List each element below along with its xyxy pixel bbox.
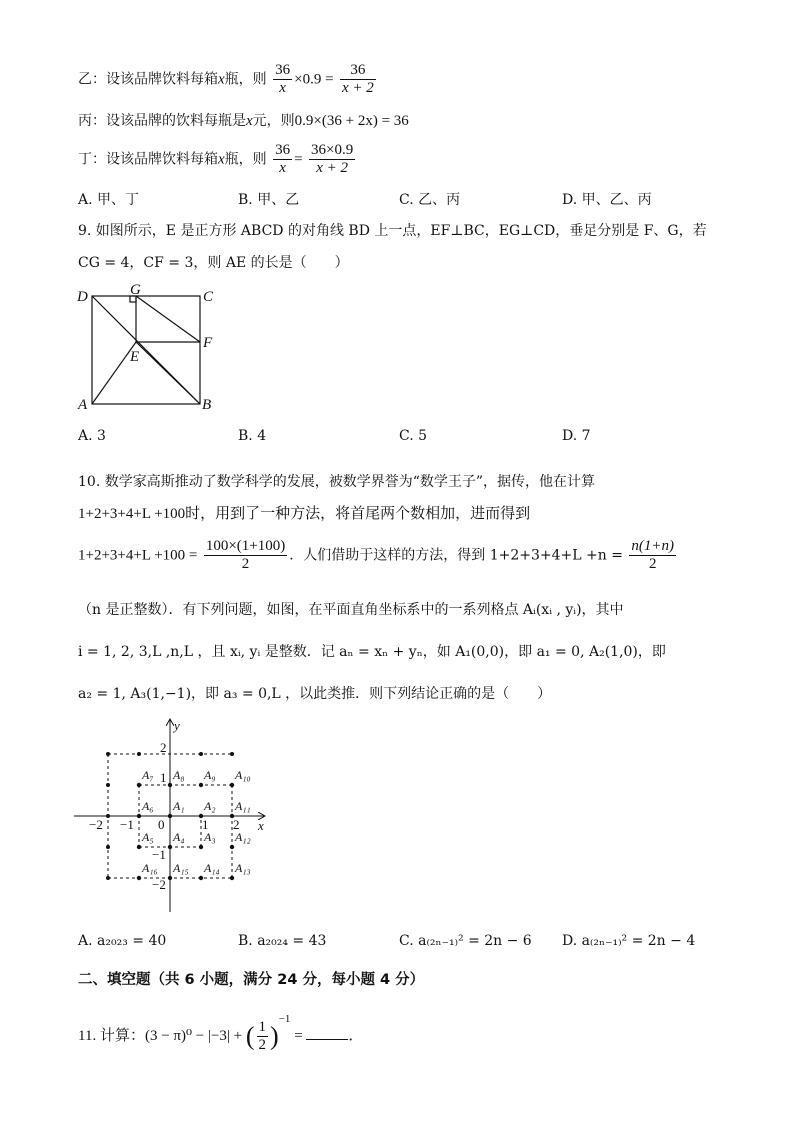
q8-bing-text: 丙：设该品牌的饮料每瓶是 bbox=[78, 113, 246, 129]
q10-fraction-1: $\frac{100\times(1+100)}{2}$ bbox=[205, 538, 286, 572]
q8-ding-line bbox=[78, 142, 357, 177]
point-label-a1: A₁ bbox=[173, 799, 185, 813]
q9-option-d: D. 7 bbox=[562, 428, 591, 444]
q8-bing-var: x bbox=[246, 113, 253, 129]
point-a13 bbox=[230, 876, 234, 880]
q8-ding-text: 丁：设该品牌饮料每箱 bbox=[78, 151, 218, 168]
point-a7 bbox=[137, 783, 141, 787]
q10-stem-line-5: i = 1, 2, 3,L ,n,L ，且 xᵢ, yᵢ 是整数．记 aₙ = xₙ + yₙ，如 A₁(0,0)，即 a₁ = 0, A₂(1,0)，即 bbox=[78, 644, 666, 660]
point-a3 bbox=[199, 845, 203, 849]
q8-yi-unit: 瓶，则 bbox=[224, 71, 267, 88]
q11-exponent: −1 bbox=[278, 1013, 291, 1025]
point-label-a9: A₉ bbox=[204, 768, 216, 782]
point-a1 bbox=[168, 814, 172, 818]
q11-line: 11. 计算：(3 − π)⁰ − |−3| + ( $\frac{1}{2}$ )$^{-1}$ = ． bbox=[78, 1013, 364, 1054]
label-e: E bbox=[130, 349, 140, 365]
point-a5 bbox=[137, 845, 141, 849]
q11-pre: 11. 计算：(3 − π)⁰ − |−3| + bbox=[78, 1028, 243, 1044]
label-g: G bbox=[130, 282, 141, 298]
lattice-dot bbox=[137, 752, 141, 756]
y-tick-minus-2: −2 bbox=[152, 877, 166, 892]
point-a12 bbox=[230, 845, 234, 849]
q10-option-d: D. a₍₂ₙ₋₁₎² = 2n − 4 bbox=[562, 933, 696, 949]
point-label-a3: A₃ bbox=[204, 830, 216, 844]
q9-stem-line-1: 9. 如图所示，E 是正方形 ABCD 的对角线 BD 上一点，EF⊥BC，EG⊥CD，垂足分别是 F、G，若 bbox=[78, 223, 707, 239]
q8-bing-line bbox=[78, 110, 409, 130]
q11-answer-blank[interactable] bbox=[306, 1025, 348, 1040]
label-b: B bbox=[202, 397, 212, 412]
y-tick-2: 2 bbox=[160, 740, 167, 755]
point-label-a16: A₁₆ bbox=[142, 861, 158, 875]
point-a6 bbox=[137, 814, 141, 818]
point-a16 bbox=[137, 876, 141, 880]
point-label-a6: A₆ bbox=[142, 799, 154, 813]
lattice-dot bbox=[230, 752, 234, 756]
label-f: F bbox=[203, 335, 213, 351]
q8-yi-fraction-2: $\frac{36}{x + 2}$ bbox=[342, 62, 374, 96]
q10-option-c: C. a₍₂ₙ₋₁₎² = 2n − 6 bbox=[399, 933, 532, 949]
q10-lattice-figure bbox=[72, 716, 272, 916]
point-a9 bbox=[199, 783, 203, 787]
segment-gf bbox=[136, 296, 200, 342]
q11-fraction: $\frac{1}{2}$ bbox=[258, 1019, 267, 1054]
y-tick-minus-1: −1 bbox=[152, 847, 166, 862]
q10-stem-line-3 bbox=[78, 538, 678, 573]
q8-yi-fraction-1: $\frac{36}{x}$ bbox=[275, 62, 291, 96]
q8-yi-text: 乙：设该品牌饮料每箱 bbox=[78, 71, 218, 88]
q10-stem-line-2: 1+2+3+4+L +100时，用到了一种方法，将首尾两个数相加，进而得到 bbox=[78, 506, 531, 522]
q8-bing-unit: 元，则 bbox=[252, 113, 295, 129]
point-a4 bbox=[168, 845, 172, 849]
point-label-a2: A₂ bbox=[204, 799, 216, 813]
point-label-a15: A₁₅ bbox=[173, 861, 189, 875]
x-axis-label: x bbox=[258, 818, 264, 833]
y-tick-1: 1 bbox=[160, 770, 167, 785]
q8-ding-fraction-1: $\frac{36}{x}$ bbox=[275, 142, 291, 176]
q8-option-b: B. 甲、乙 bbox=[238, 192, 300, 208]
lattice-dot bbox=[106, 752, 110, 756]
point-a10 bbox=[230, 783, 234, 787]
point-label-a10: A₁₀ bbox=[235, 768, 251, 782]
q8-yi-mid: ×0.9 = bbox=[294, 71, 334, 88]
label-a: A bbox=[78, 397, 88, 412]
q8-option-d: D. 甲、乙、丙 bbox=[562, 192, 652, 208]
q10-stem-line-1: 10. 数学家高斯推动了数学科学的发展，被数学界誉为“数学王子”，据传，他在计算 bbox=[78, 474, 596, 490]
q8-bing-equation: 0.9×(36 + 2x) = 36 bbox=[294, 113, 409, 129]
label-d: D bbox=[77, 289, 88, 305]
q11-end: ． bbox=[348, 1028, 364, 1044]
point-label-a4: A₄ bbox=[173, 830, 185, 844]
lattice-dot bbox=[106, 783, 110, 787]
segment-eb bbox=[136, 342, 200, 404]
q8-option-a: A. 甲、丁 bbox=[78, 192, 140, 208]
q8-option-c: C. 乙、丙 bbox=[399, 192, 461, 208]
q8-ding-var: x bbox=[218, 151, 225, 168]
x-tick-2: 2 bbox=[233, 817, 240, 832]
q8-ding-eq: = bbox=[294, 151, 303, 168]
point-label-a11: A₁₁ bbox=[235, 799, 251, 813]
origin-label: 0 bbox=[158, 817, 165, 832]
point-a14 bbox=[199, 876, 203, 880]
x-tick-1: 1 bbox=[202, 817, 209, 832]
q10-line3-mid: ．人们借助于这样的方法，得到 1+2+3+4+L +n = bbox=[289, 547, 623, 564]
section-fill-in-heading: 二、填空题（共 6 小题，满分 24 分，每小题 4 分） bbox=[78, 972, 425, 988]
x-tick-minus-1: −1 bbox=[120, 817, 134, 832]
q8-ding-unit: 瓶，则 bbox=[224, 151, 267, 168]
q8-ding-fraction-2: $\frac{36\times 0.9}{x + 2}$ bbox=[311, 142, 354, 176]
q10-option-a: A. a₂₀₂₃ = 40 bbox=[78, 933, 167, 949]
q9-option-b: B. 4 bbox=[238, 428, 267, 444]
q9-stem-line-2: CG = 4，CF = 3，则 AE 的长是（ ） bbox=[78, 255, 349, 271]
point-label-a12: A₁₂ bbox=[235, 830, 251, 844]
lattice-dot bbox=[106, 845, 110, 849]
q9-option-c: C. 5 bbox=[399, 428, 428, 444]
q9-square-figure bbox=[74, 282, 224, 412]
q10-stem-line-6: a₂ = 1, A₃(1,−1)，即 a₃ = 0,L ，以此类推．则下列结论正确的是（ ） bbox=[78, 686, 552, 702]
point-label-a7: A₇ bbox=[142, 768, 154, 782]
q10-option-b: B. a₂₀₂₄ = 43 bbox=[238, 933, 327, 949]
lattice-dot bbox=[106, 876, 110, 880]
x-tick-minus-2: −2 bbox=[89, 817, 103, 832]
label-c: C bbox=[203, 289, 214, 305]
q10-fraction-2: $\frac{n(1+n)}{2}$ bbox=[631, 538, 675, 572]
q10-line3-pre: 1+2+3+4+L +100 = bbox=[78, 547, 198, 564]
q8-yi-line bbox=[78, 62, 378, 97]
q10-stem-line-4: （n 是正整数）．有下列问题，如图，在平面直角坐标系中的一系列格点 Aᵢ(xᵢ , yᵢ)，其中 bbox=[78, 602, 624, 618]
point-label-a8: A₈ bbox=[173, 768, 185, 782]
point-a15 bbox=[168, 876, 172, 880]
point-label-a13: A₁₃ bbox=[235, 861, 251, 875]
y-axis-label: y bbox=[174, 718, 180, 733]
lattice-dot bbox=[106, 814, 110, 818]
q8-yi-var: x bbox=[218, 71, 225, 88]
point-label-a5: A₅ bbox=[142, 830, 154, 844]
lattice-dot bbox=[199, 752, 203, 756]
q9-option-a: A. 3 bbox=[78, 428, 106, 444]
point-label-a14: A₁₄ bbox=[204, 861, 220, 875]
q11-post: = bbox=[294, 1028, 303, 1044]
point-a8 bbox=[168, 783, 172, 787]
